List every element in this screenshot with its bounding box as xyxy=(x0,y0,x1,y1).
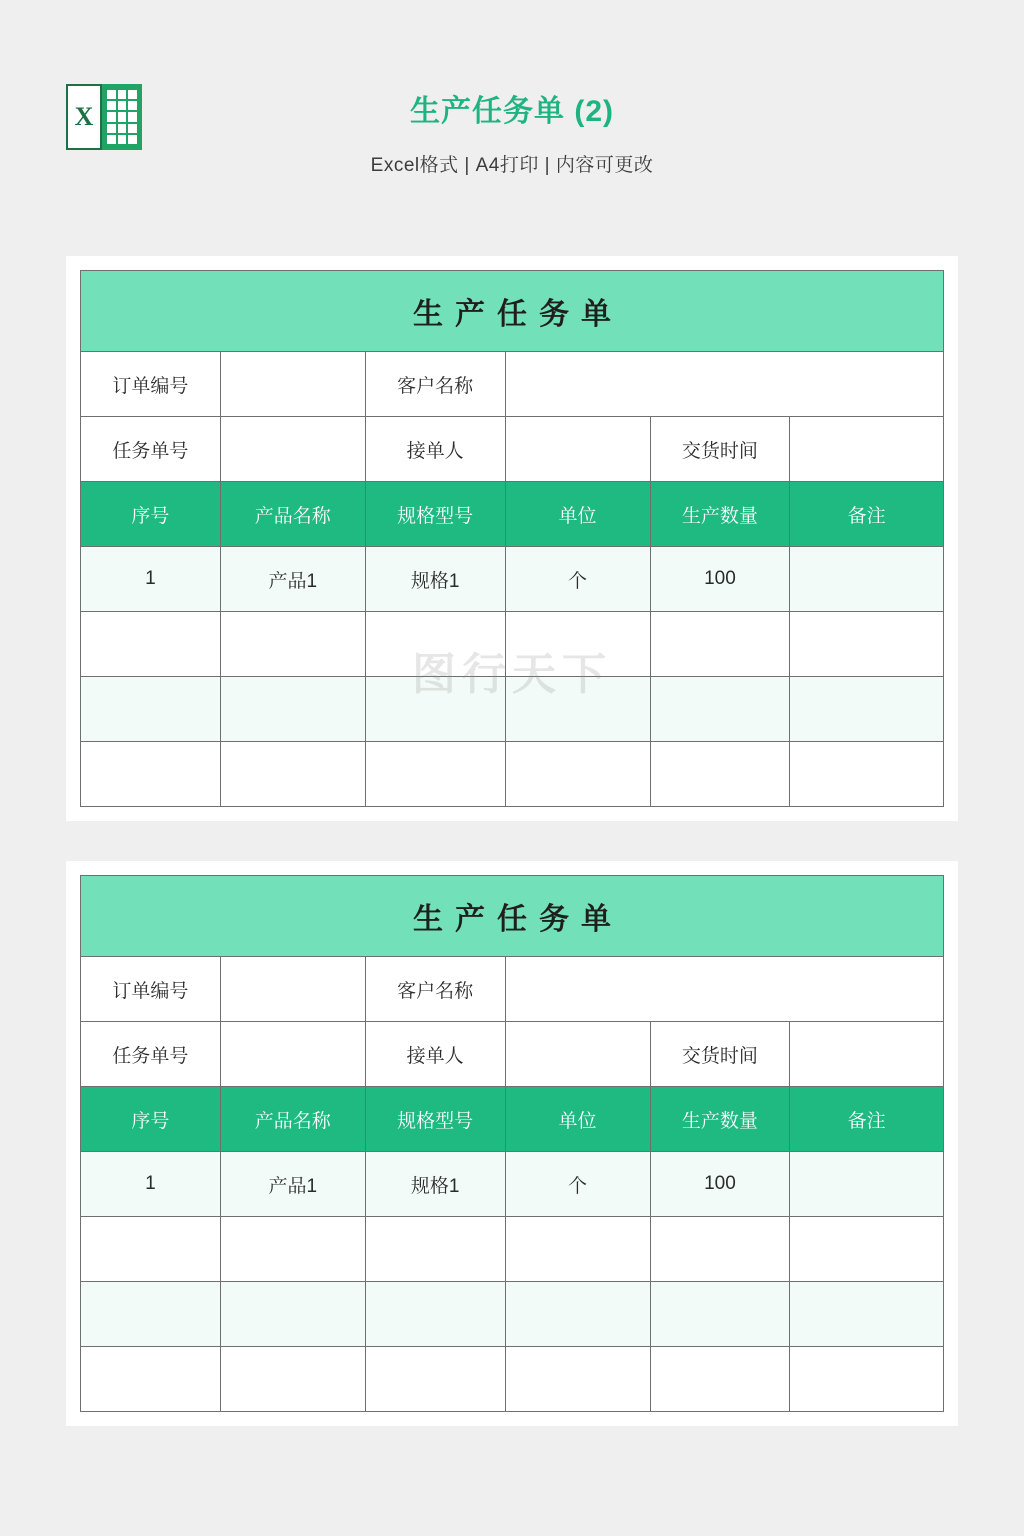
info-row-2 xyxy=(81,417,944,482)
column-header-quantity: 生产数量 xyxy=(650,482,790,547)
cell-spec-model[interactable]: 规格1 xyxy=(365,1152,505,1217)
label-order-no: 订单编号 xyxy=(81,957,221,1022)
cell-product-name[interactable]: 产品1 xyxy=(220,547,365,612)
label-receiver: 接单人 xyxy=(365,417,505,482)
cell-quantity[interactable] xyxy=(650,1217,790,1282)
cell-spec-model[interactable] xyxy=(365,1347,505,1412)
table-header-row xyxy=(81,1087,944,1152)
cell-spec-model[interactable] xyxy=(365,742,505,807)
column-header-quantity: 生产数量 xyxy=(650,1087,790,1152)
excel-logo-letter: X xyxy=(66,84,102,150)
field-receiver[interactable] xyxy=(505,1022,650,1087)
cell-quantity[interactable] xyxy=(650,612,790,677)
page-title: 生产任务单 (2) xyxy=(410,95,614,128)
column-header-product-name: 产品名称 xyxy=(220,482,365,547)
cell-product-name[interactable] xyxy=(220,1282,365,1347)
column-header-unit: 单位 xyxy=(505,1087,650,1152)
table-row xyxy=(81,1347,944,1412)
info-row-1 xyxy=(81,957,944,1022)
cell-index[interactable] xyxy=(81,1217,221,1282)
cell-product-name[interactable] xyxy=(220,742,365,807)
field-customer-name[interactable] xyxy=(505,957,943,1022)
field-delivery-time[interactable] xyxy=(790,417,944,482)
task-table-1 xyxy=(80,270,944,807)
label-receiver: 接单人 xyxy=(365,1022,505,1087)
table-row xyxy=(81,677,944,742)
cell-index[interactable] xyxy=(81,1347,221,1412)
cell-remark[interactable] xyxy=(790,1152,944,1217)
column-header-index: 序号 xyxy=(81,482,221,547)
cell-remark[interactable] xyxy=(790,742,944,807)
field-order-no[interactable] xyxy=(220,352,365,417)
info-row-1 xyxy=(81,352,944,417)
field-order-no[interactable] xyxy=(220,957,365,1022)
table-row xyxy=(81,1217,944,1282)
label-customer-name: 客户名称 xyxy=(365,957,505,1022)
cell-unit[interactable] xyxy=(505,1217,650,1282)
sheet-banner-title: 生产任务单 xyxy=(81,876,944,957)
cell-remark[interactable] xyxy=(790,1282,944,1347)
cell-quantity[interactable] xyxy=(650,742,790,807)
table-row xyxy=(81,1152,944,1217)
column-header-product-name: 产品名称 xyxy=(220,1087,365,1152)
label-delivery-time: 交货时间 xyxy=(650,1022,790,1087)
field-receiver[interactable] xyxy=(505,417,650,482)
cell-remark[interactable] xyxy=(790,1217,944,1282)
cell-index[interactable]: 1 xyxy=(81,1152,221,1217)
cell-spec-model[interactable]: 规格1 xyxy=(365,547,505,612)
cell-quantity[interactable] xyxy=(650,1347,790,1412)
cell-unit[interactable]: 个 xyxy=(505,547,650,612)
page-subtitle: Excel格式 | A4打印 | 内容可更改 xyxy=(370,155,654,176)
excel-logo-grid-cells xyxy=(107,90,137,144)
title-block xyxy=(0,0,1024,177)
cell-product-name[interactable]: 产品1 xyxy=(220,1152,365,1217)
column-header-index: 序号 xyxy=(81,1087,221,1152)
table-row xyxy=(81,612,944,677)
cell-remark[interactable] xyxy=(790,612,944,677)
excel-logo xyxy=(66,84,142,150)
cell-product-name[interactable] xyxy=(220,1347,365,1412)
watermark-1: 图行天下 xyxy=(412,650,612,699)
cell-spec-model[interactable] xyxy=(365,1282,505,1347)
field-delivery-time[interactable] xyxy=(790,1022,944,1087)
cell-index[interactable] xyxy=(81,677,221,742)
cell-quantity[interactable] xyxy=(650,677,790,742)
cell-quantity[interactable]: 100 xyxy=(650,1152,790,1217)
excel-logo-grid xyxy=(102,84,142,150)
label-delivery-time: 交货时间 xyxy=(650,417,790,482)
field-task-no[interactable] xyxy=(220,1022,365,1087)
cell-unit[interactable] xyxy=(505,612,650,677)
cell-index[interactable] xyxy=(81,612,221,677)
cell-spec-model[interactable] xyxy=(365,1217,505,1282)
label-task-no: 任务单号 xyxy=(81,1022,221,1087)
table-row xyxy=(81,742,944,807)
cell-unit[interactable]: 个 xyxy=(505,1152,650,1217)
column-header-spec-model: 规格型号 xyxy=(365,1087,505,1152)
cell-spec-model[interactable] xyxy=(365,612,505,677)
cell-product-name[interactable] xyxy=(220,1217,365,1282)
sheet-preview-1 xyxy=(66,256,958,821)
sheet-preview-2 xyxy=(66,861,958,1426)
cell-spec-model[interactable] xyxy=(365,677,505,742)
column-header-remark: 备注 xyxy=(790,482,944,547)
table-row xyxy=(81,547,944,612)
column-header-remark: 备注 xyxy=(790,1087,944,1152)
cell-unit[interactable] xyxy=(505,742,650,807)
label-customer-name: 客户名称 xyxy=(365,352,505,417)
table-row xyxy=(81,1282,944,1347)
cell-unit[interactable] xyxy=(505,1347,650,1412)
cell-remark[interactable] xyxy=(790,1347,944,1412)
cell-remark[interactable] xyxy=(790,547,944,612)
label-task-no: 任务单号 xyxy=(81,417,221,482)
label-order-no: 订单编号 xyxy=(81,352,221,417)
field-customer-name[interactable] xyxy=(505,352,943,417)
cell-unit[interactable] xyxy=(505,1282,650,1347)
table-banner-row xyxy=(81,876,944,957)
cell-unit[interactable] xyxy=(505,677,650,742)
cell-index[interactable]: 1 xyxy=(81,547,221,612)
info-row-2 xyxy=(81,1022,944,1087)
cell-index[interactable] xyxy=(81,1282,221,1347)
cell-product-name[interactable] xyxy=(220,612,365,677)
cell-product-name[interactable] xyxy=(220,677,365,742)
sheet-banner-title: 生产任务单 xyxy=(81,271,944,352)
table-banner-row xyxy=(81,271,944,352)
cell-remark[interactable] xyxy=(790,677,944,742)
page-header xyxy=(0,0,1024,210)
table-header-row xyxy=(81,482,944,547)
cell-quantity[interactable] xyxy=(650,1282,790,1347)
task-table-2 xyxy=(80,875,944,1412)
column-header-spec-model: 规格型号 xyxy=(365,482,505,547)
cell-index[interactable] xyxy=(81,742,221,807)
field-task-no[interactable] xyxy=(220,417,365,482)
column-header-unit: 单位 xyxy=(505,482,650,547)
cell-quantity[interactable]: 100 xyxy=(650,547,790,612)
